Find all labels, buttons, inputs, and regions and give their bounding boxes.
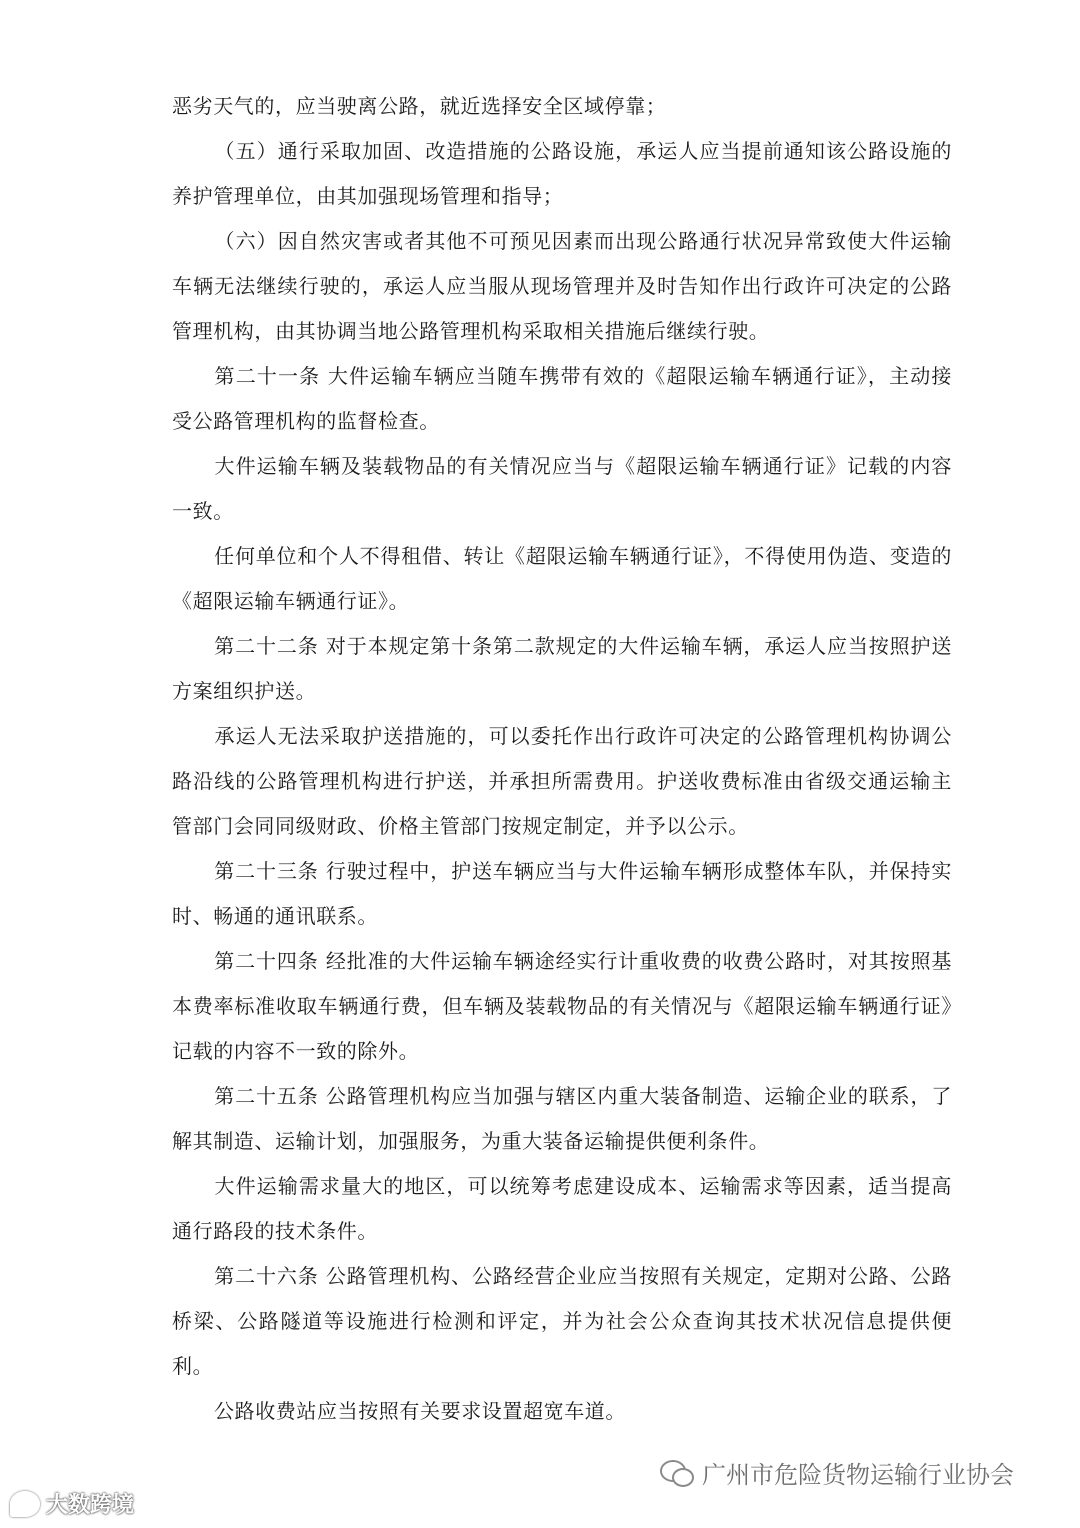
paragraph: 第二十三条 行驶过程中，护送车辆应当与大件运输车辆形成整体车队，并保持实时、畅通的通讯联系。	[172, 859, 952, 928]
wechat-icon	[660, 1458, 694, 1488]
paragraph: 第二十六条 公路管理机构、公路经营企业应当按照有关规定，定期对公路、公路桥梁、公路隧道等设施进行检测和评定，并为社会公众查询其技术状况信息提供便利。	[172, 1264, 952, 1378]
paragraph: 第二十五条 公路管理机构应当加强与辖区内重大装备制造、运输企业的联系，了解其制造、运输计划，加强服务，为重大装备运输提供便利条件。	[172, 1084, 952, 1153]
paragraph: 大件运输车辆及装载物品的有关情况应当与《超限运输车辆通行证》记载的内容一致。	[172, 454, 952, 523]
logo-mark-icon	[10, 1491, 40, 1517]
paragraph: 公路收费站应当按照有关要求设置超宽车道。	[214, 1399, 626, 1423]
paragraph: 第二十四条 经批准的大件运输车辆途经实行计重收费的收费公路时，对其按照基本费率标准收取车辆通行费，但车辆及装载物品的有关情况与《超限运输车辆通行证》记载的内容不一致的除外。	[172, 949, 952, 1063]
paragraph: 任何单位和个人不得租借、转让《超限运输车辆通行证》，不得使用伪造、变造的《超限运输车辆通行证》。	[172, 544, 952, 613]
corner-logo	[10, 1488, 134, 1519]
paragraph: 大件运输需求量大的地区，可以统筹考虑建设成本、运输需求等因素，适当提高通行路段的技术条件。	[172, 1174, 952, 1243]
paragraph: 承运人无法采取护送措施的，可以委托作出行政许可决定的公路管理机构协调公路沿线的公路管理机构进行护送，并承担所需费用。护送收费标准由省级交通运输主管部门会同同级财政、价格主管部门按规定制定，并予以公示。	[172, 724, 952, 838]
paragraph: 第二十一条 大件运输车辆应当随车携带有效的《超限运输车辆通行证》，主动接受公路管理机构的监督检查。	[172, 364, 952, 433]
paragraph: （六）因自然灾害或者其他不可预见因素而出现公路通行状况异常致使大件运输车辆无法继续行驶的，承运人应当服从现场管理并及时告知作出行政许可决定的公路管理机构，由其协调当地公路管理机构采取相关措施后继续行驶。	[172, 229, 952, 343]
document-body	[172, 84, 952, 1434]
corner-logo-text: 大数跨境	[46, 1493, 135, 1518]
paragraph: （五）通行采取加固、改造措施的公路设施，承运人应当提前通知该公路设施的养护管理单位，由其加强现场管理和指导；	[172, 139, 952, 208]
paragraph: 恶劣天气的，应当驶离公路，就近选择安全区域停靠；	[172, 94, 667, 118]
paragraph: 第二十二条 对于本规定第十条第二款规定的大件运输车辆，承运人应当按照护送方案组织护送。	[172, 634, 952, 703]
wechat-watermark	[660, 1455, 1014, 1490]
watermark-text: 广州市危险货物运输行业协会	[702, 1461, 1014, 1489]
